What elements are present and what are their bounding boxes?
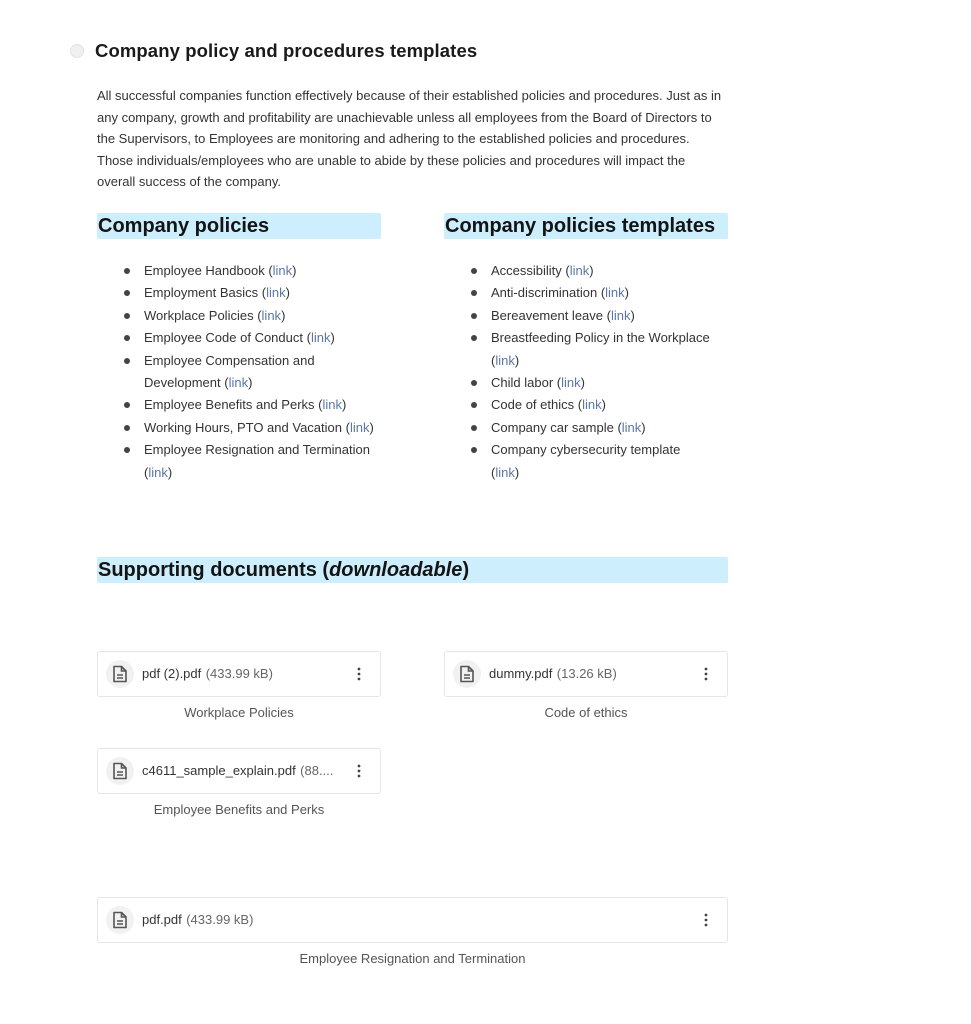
list-item: Anti-discrimination (link)	[471, 282, 711, 304]
file-caption: Workplace Policies	[184, 705, 294, 720]
file-size: (433.99 kB)	[205, 666, 273, 681]
more-vertical-icon[interactable]	[344, 659, 374, 689]
file-name: dummy.pdf	[489, 666, 553, 681]
file-caption: Employee Benefits and Perks	[153, 802, 325, 817]
toggle-radio[interactable]	[70, 44, 84, 58]
supporting-docs-heading: Supporting documents (downloadable)	[97, 557, 728, 583]
list-item: Child labor (link)	[471, 372, 711, 394]
accessibility-link[interactable]: link	[569, 263, 590, 278]
policy-templates-list	[471, 260, 711, 484]
employment-basics-link[interactable]: link	[266, 285, 286, 301]
list-item: Employee Resignation and Termination (link)	[124, 439, 374, 484]
anti-discrimination-link[interactable]: link	[605, 285, 625, 301]
company-car-link[interactable]: link	[621, 419, 642, 435]
list-item: Code of ethics (link)	[471, 394, 711, 416]
file-card-pdf-2[interactable]	[97, 651, 381, 697]
list-item: Employee Benefits and Perks (link)	[124, 394, 374, 416]
code-of-ethics-link[interactable]: link	[582, 397, 602, 413]
list-item: Working Hours, PTO and Vacation (link)	[124, 417, 374, 439]
file-caption: Employee Resignation and Termination	[299, 951, 526, 966]
list-item: Employee Compensation and Development (link)	[124, 350, 374, 395]
child-labor-link[interactable]: link	[561, 375, 581, 391]
list-item: Accessibility (link)	[471, 260, 711, 282]
list-item: Workplace Policies (link)	[124, 305, 374, 327]
list-item: Company cybersecurity template (link)	[471, 439, 711, 484]
file-caption: Code of ethics	[544, 705, 628, 720]
employee-handbook-link[interactable]: link	[272, 263, 293, 278]
resignation-link[interactable]: link	[148, 464, 168, 480]
cybersecurity-link[interactable]: link	[495, 464, 515, 480]
file-card-c4611[interactable]	[97, 748, 381, 794]
more-vertical-icon[interactable]	[344, 756, 374, 786]
more-vertical-icon[interactable]	[691, 905, 721, 935]
compensation-link[interactable]: link	[228, 375, 249, 391]
breastfeeding-link[interactable]: link	[495, 352, 515, 368]
file-size: (433.99 kB)	[186, 912, 254, 927]
list-item: Bereavement leave (link)	[471, 305, 711, 327]
page-title: Company policy and procedures templates	[95, 40, 478, 61]
code-of-conduct-link[interactable]: link	[310, 330, 331, 346]
file-document-icon	[106, 660, 134, 688]
working-hours-link[interactable]: link	[349, 419, 370, 435]
list-item: Employment Basics (link)	[124, 282, 374, 304]
more-vertical-icon[interactable]	[691, 659, 721, 689]
bereavement-link[interactable]: link	[610, 307, 631, 323]
benefits-link[interactable]: link	[322, 397, 343, 413]
file-document-icon	[106, 906, 134, 934]
file-card-dummy[interactable]	[444, 651, 728, 697]
list-item: Employee Code of Conduct (link)	[124, 327, 374, 349]
file-document-icon	[453, 660, 481, 688]
file-name: pdf (2).pdf	[142, 666, 202, 681]
list-item: Company car sample (link)	[471, 417, 711, 439]
file-name: c4611_sample_explain.pdf	[142, 763, 296, 778]
file-size: (88....	[300, 763, 334, 778]
company-policies-heading: Company policies	[97, 213, 381, 239]
file-document-icon	[106, 757, 134, 785]
list-item: Employee Handbook (link)	[124, 260, 374, 282]
company-policies-list	[124, 260, 374, 484]
file-size: (13.26 kB)	[556, 666, 617, 681]
workplace-policies-link[interactable]: link	[261, 307, 282, 323]
file-name: pdf.pdf	[142, 912, 182, 927]
policy-templates-heading: Company policies templates	[444, 213, 728, 239]
file-card-pdf[interactable]	[97, 897, 728, 943]
title-row	[70, 40, 477, 62]
list-item: Breastfeeding Policy in the Workplace (link)	[471, 327, 711, 372]
intro-paragraph: All successful companies function effectively because of their established policies and procedures. Just as in any company, growth and profitability are unachievable unless all employees from the Board of Directors to the Supervisors, to Employees are monitoring and adhering to the established policies and procedures. Those individuals/employees who are unable to abide by these policies and procedures will impact the overall success of the company.	[97, 88, 722, 189]
